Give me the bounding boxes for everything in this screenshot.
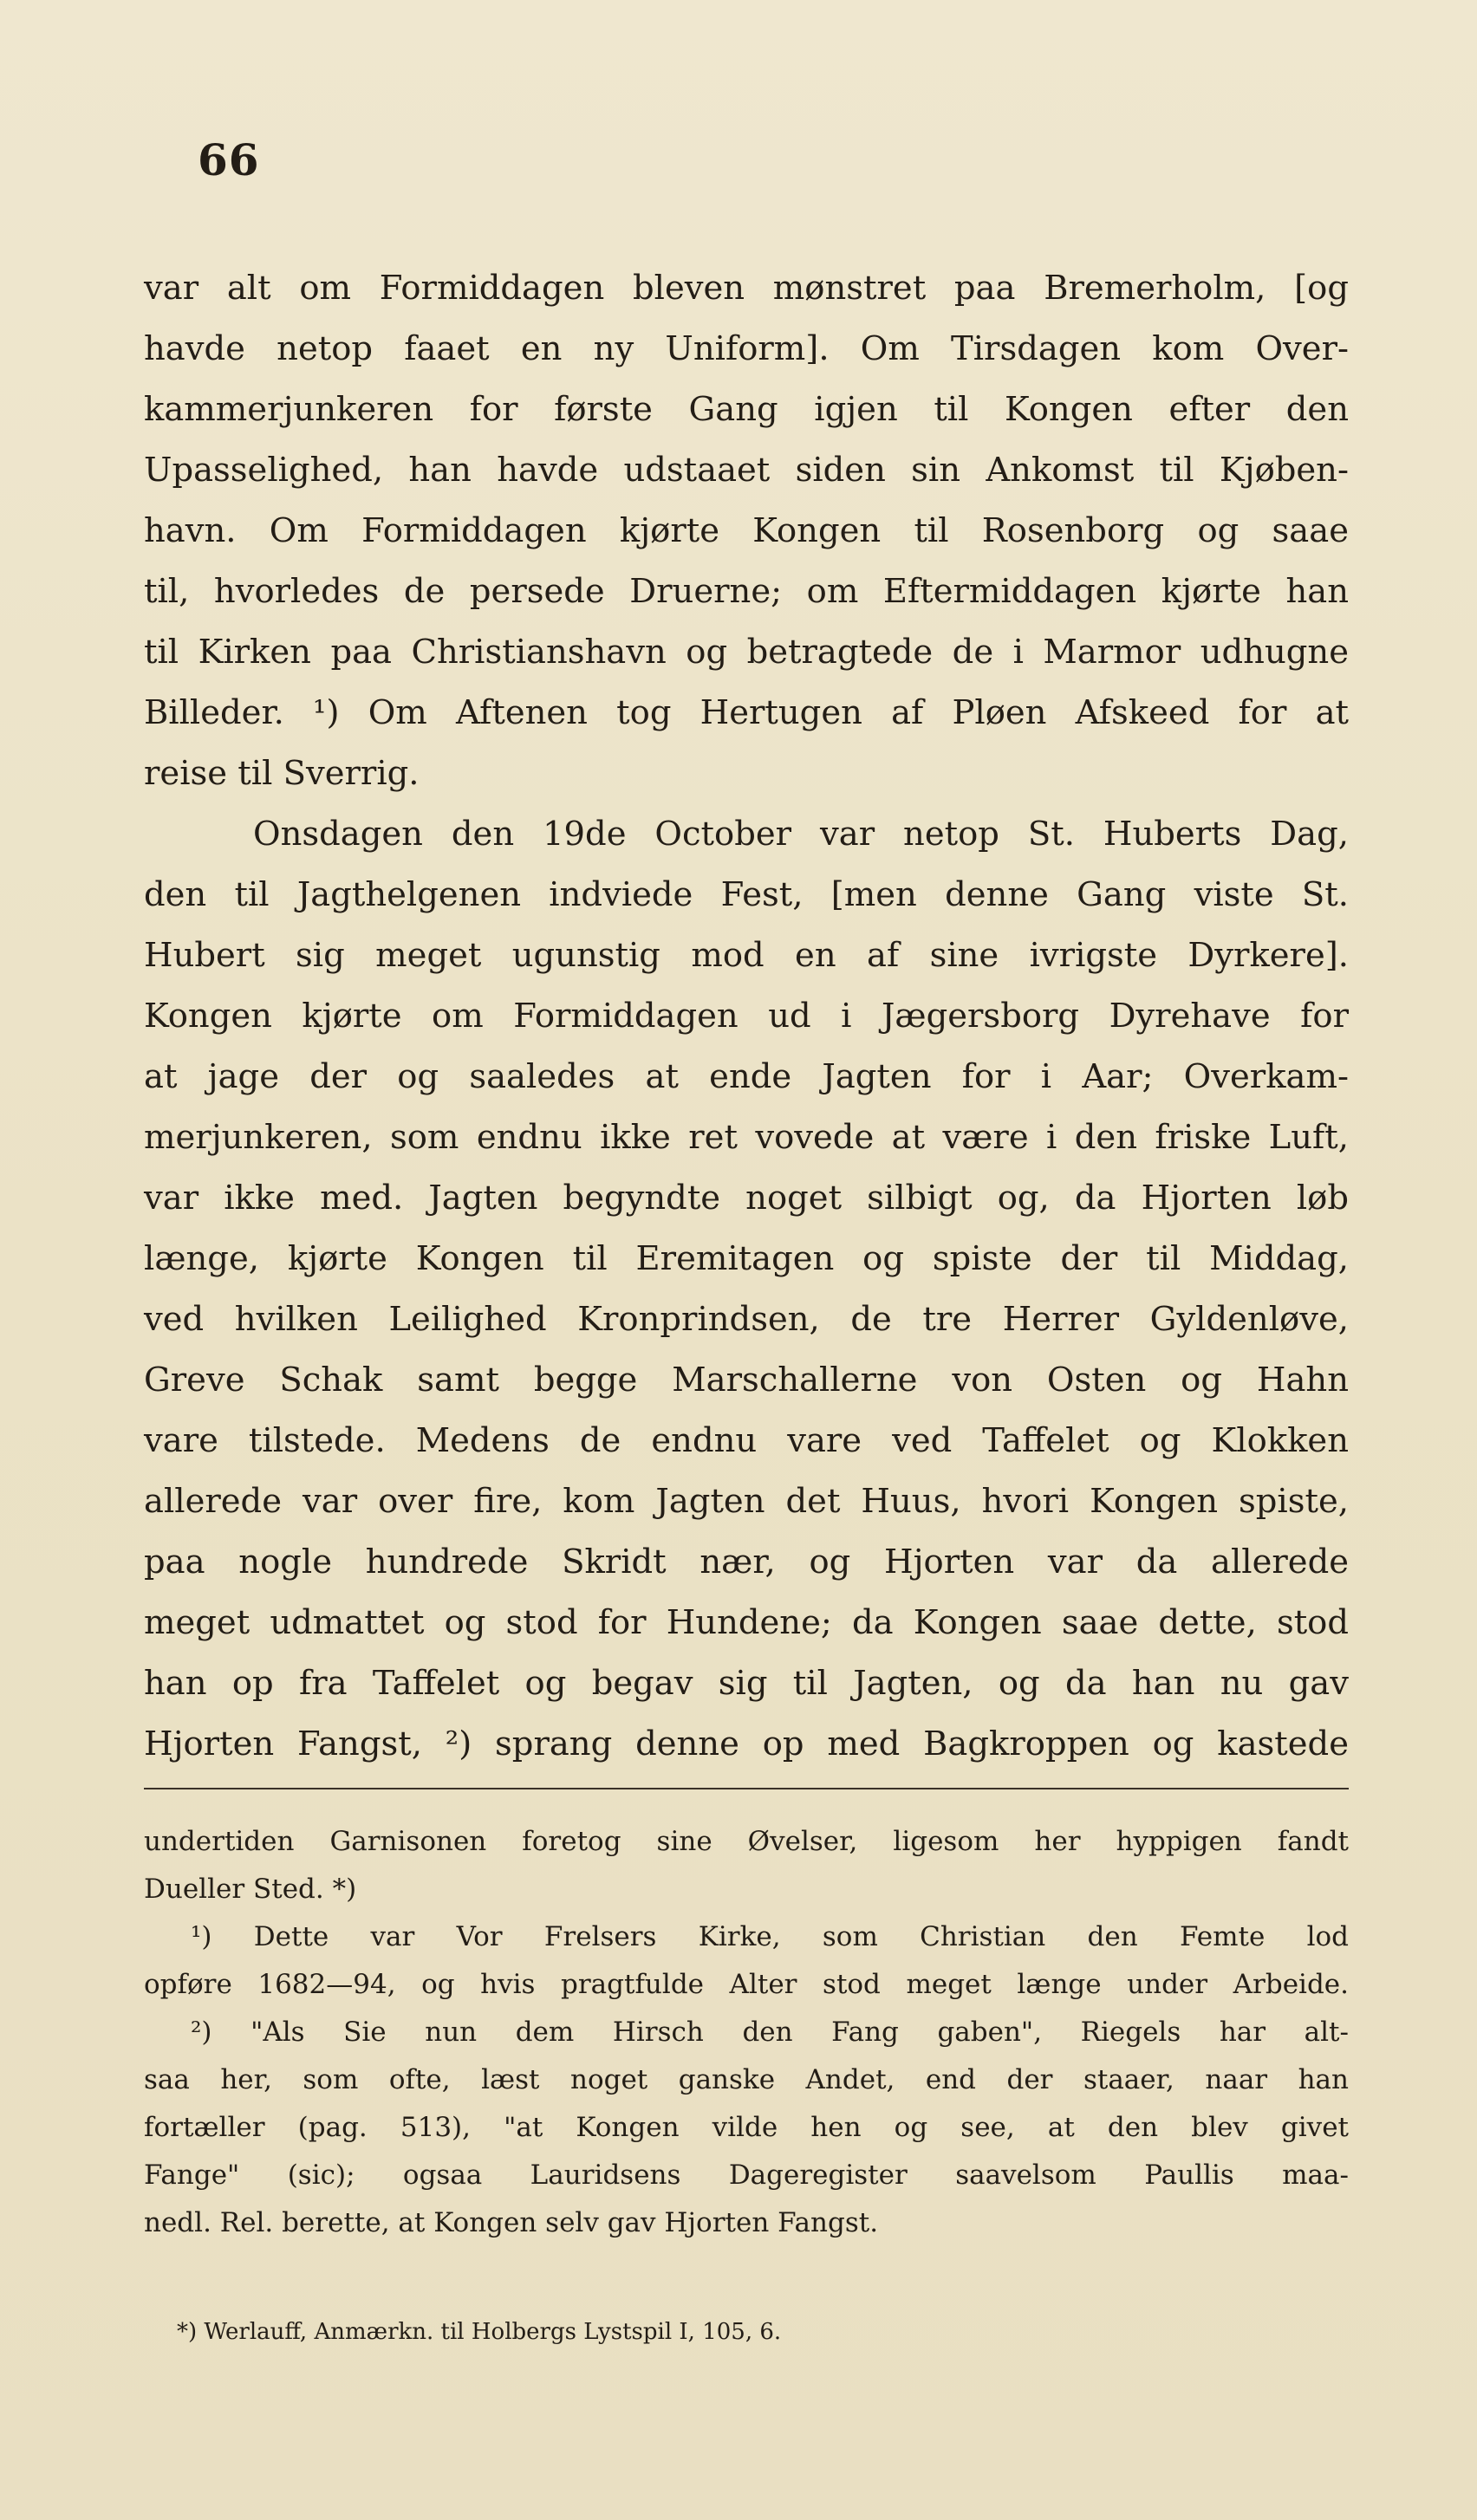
bottom-footnote: *) Werlauff, Anmærkn. til Holbergs Lystspil I, 105, 6. [177,2319,782,2345]
text-line: var alt om Formiddagen bleven mønstret paa Bremerholm, [og [144,269,1349,308]
footnote-line: fortæller (pag. 513), "at Kongen vilde hen og see, at den blev givet [144,2112,1349,2143]
text-line: meget udmattet og stod for Hundene; da Kongen saae dette, stod [144,1603,1349,1642]
text-line: Hjorten Fangst, ²) sprang denne op med Bagkroppen og kastede [144,1724,1349,1763]
text-line: vare tilstede. Medens de endnu vare ved Taffelet og Klokken [144,1421,1349,1460]
footnote-divider [144,1788,1349,1789]
text-line: til, hvorledes de persede Druerne; om Eftermiddagen kjørte han [144,572,1349,611]
text-line: Kongen kjørte om Formiddagen ud i Jægersborg Dyrehave for [144,997,1349,1036]
text-line: Billeder. ¹) Om Aftenen tog Hertugen af Pløen Afskeed for at [144,693,1349,732]
text-line: Onsdagen den 19de October var netop St. Huberts Dag, [253,815,1349,854]
text-line: paa nogle hundrede Skridt nær, og Hjorten var da allerede [144,1543,1349,1581]
footnote-line: Dueller Sted. *) [144,1874,357,1905]
text-line: længe, kjørte Kongen til Eremitagen og spiste der til Middag, [144,1239,1349,1278]
text-line: var ikke med. Jagten begyndte noget silbigt og, da Hjorten løb [144,1179,1349,1218]
text-line: Hubert sig meget ugunstig mod en af sine ivrigste Dyrkere]. [144,936,1349,975]
footnote-line: Fange" (sic); ogsaa Lauridsens Dageregister saavelsom Paullis maa- [144,2160,1349,2191]
text-line: at jage der og saaledes at ende Jagten for i Aar; Overkam- [144,1057,1349,1096]
text-line: den til Jagthelgenen indviede Fest, [men denne Gang viste St. [144,875,1349,914]
text-line: til Kirken paa Christianshavn og betragtede de i Marmor udhugne [144,633,1349,672]
footnote-line: saa her, som ofte, læst noget ganske Andet, end der staaer, naar han [144,2064,1349,2095]
text-line: Upasselighed, han havde udstaaet siden sin Ankomst til Kjøben- [144,451,1349,490]
text-line: reise til Sverrig. [144,754,420,793]
text-line: han op fra Taffelet og begav sig til Jagten, og da han nu gav [144,1664,1349,1703]
footnote-line: nedl. Rel. berette, at Kongen selv gav Hjorten Fangst. [144,2207,879,2238]
footnote-line: opføre 1682—94, og hvis pragtfulde Alter stod meget længe under Arbeide. [144,1969,1349,2000]
text-line: kammerjunkeren for første Gang igjen til Kongen efter den [144,390,1349,429]
page-number: 66 [198,134,260,185]
footnote-line: undertiden Garnisonen foretog sine Øvelser, ligesom her hyppigen fandt [144,1826,1349,1857]
text-line: Greve Schak samt begge Marschallerne von Osten og Hahn [144,1361,1349,1400]
text-line: ved hvilken Leilighed Kronprindsen, de tre Herrer Gyldenløve, [144,1300,1349,1339]
text-line: havde netop faaet en ny Uniform]. Om Tirsdagen kom Over- [144,329,1349,368]
footnotes [144,1818,1349,2247]
footnote-line: ¹) Dette var Vor Frelsers Kirke, som Christian den Femte lod [191,1921,1349,1952]
text-line: merjunkeren, som endnu ikke ret vovede at være i den friske Luft, [144,1118,1349,1157]
text-line: allerede var over fire, kom Jagten det Huus, hvori Kongen spiste, [144,1482,1349,1521]
text-line: havn. Om Formiddagen kjørte Kongen til Rosenborg og saae [144,511,1349,550]
footnote-line: ²) "Als Sie nun dem Hirsch den Fang gaben", Riegels har alt- [191,2017,1349,2048]
main-text [144,258,1349,1775]
